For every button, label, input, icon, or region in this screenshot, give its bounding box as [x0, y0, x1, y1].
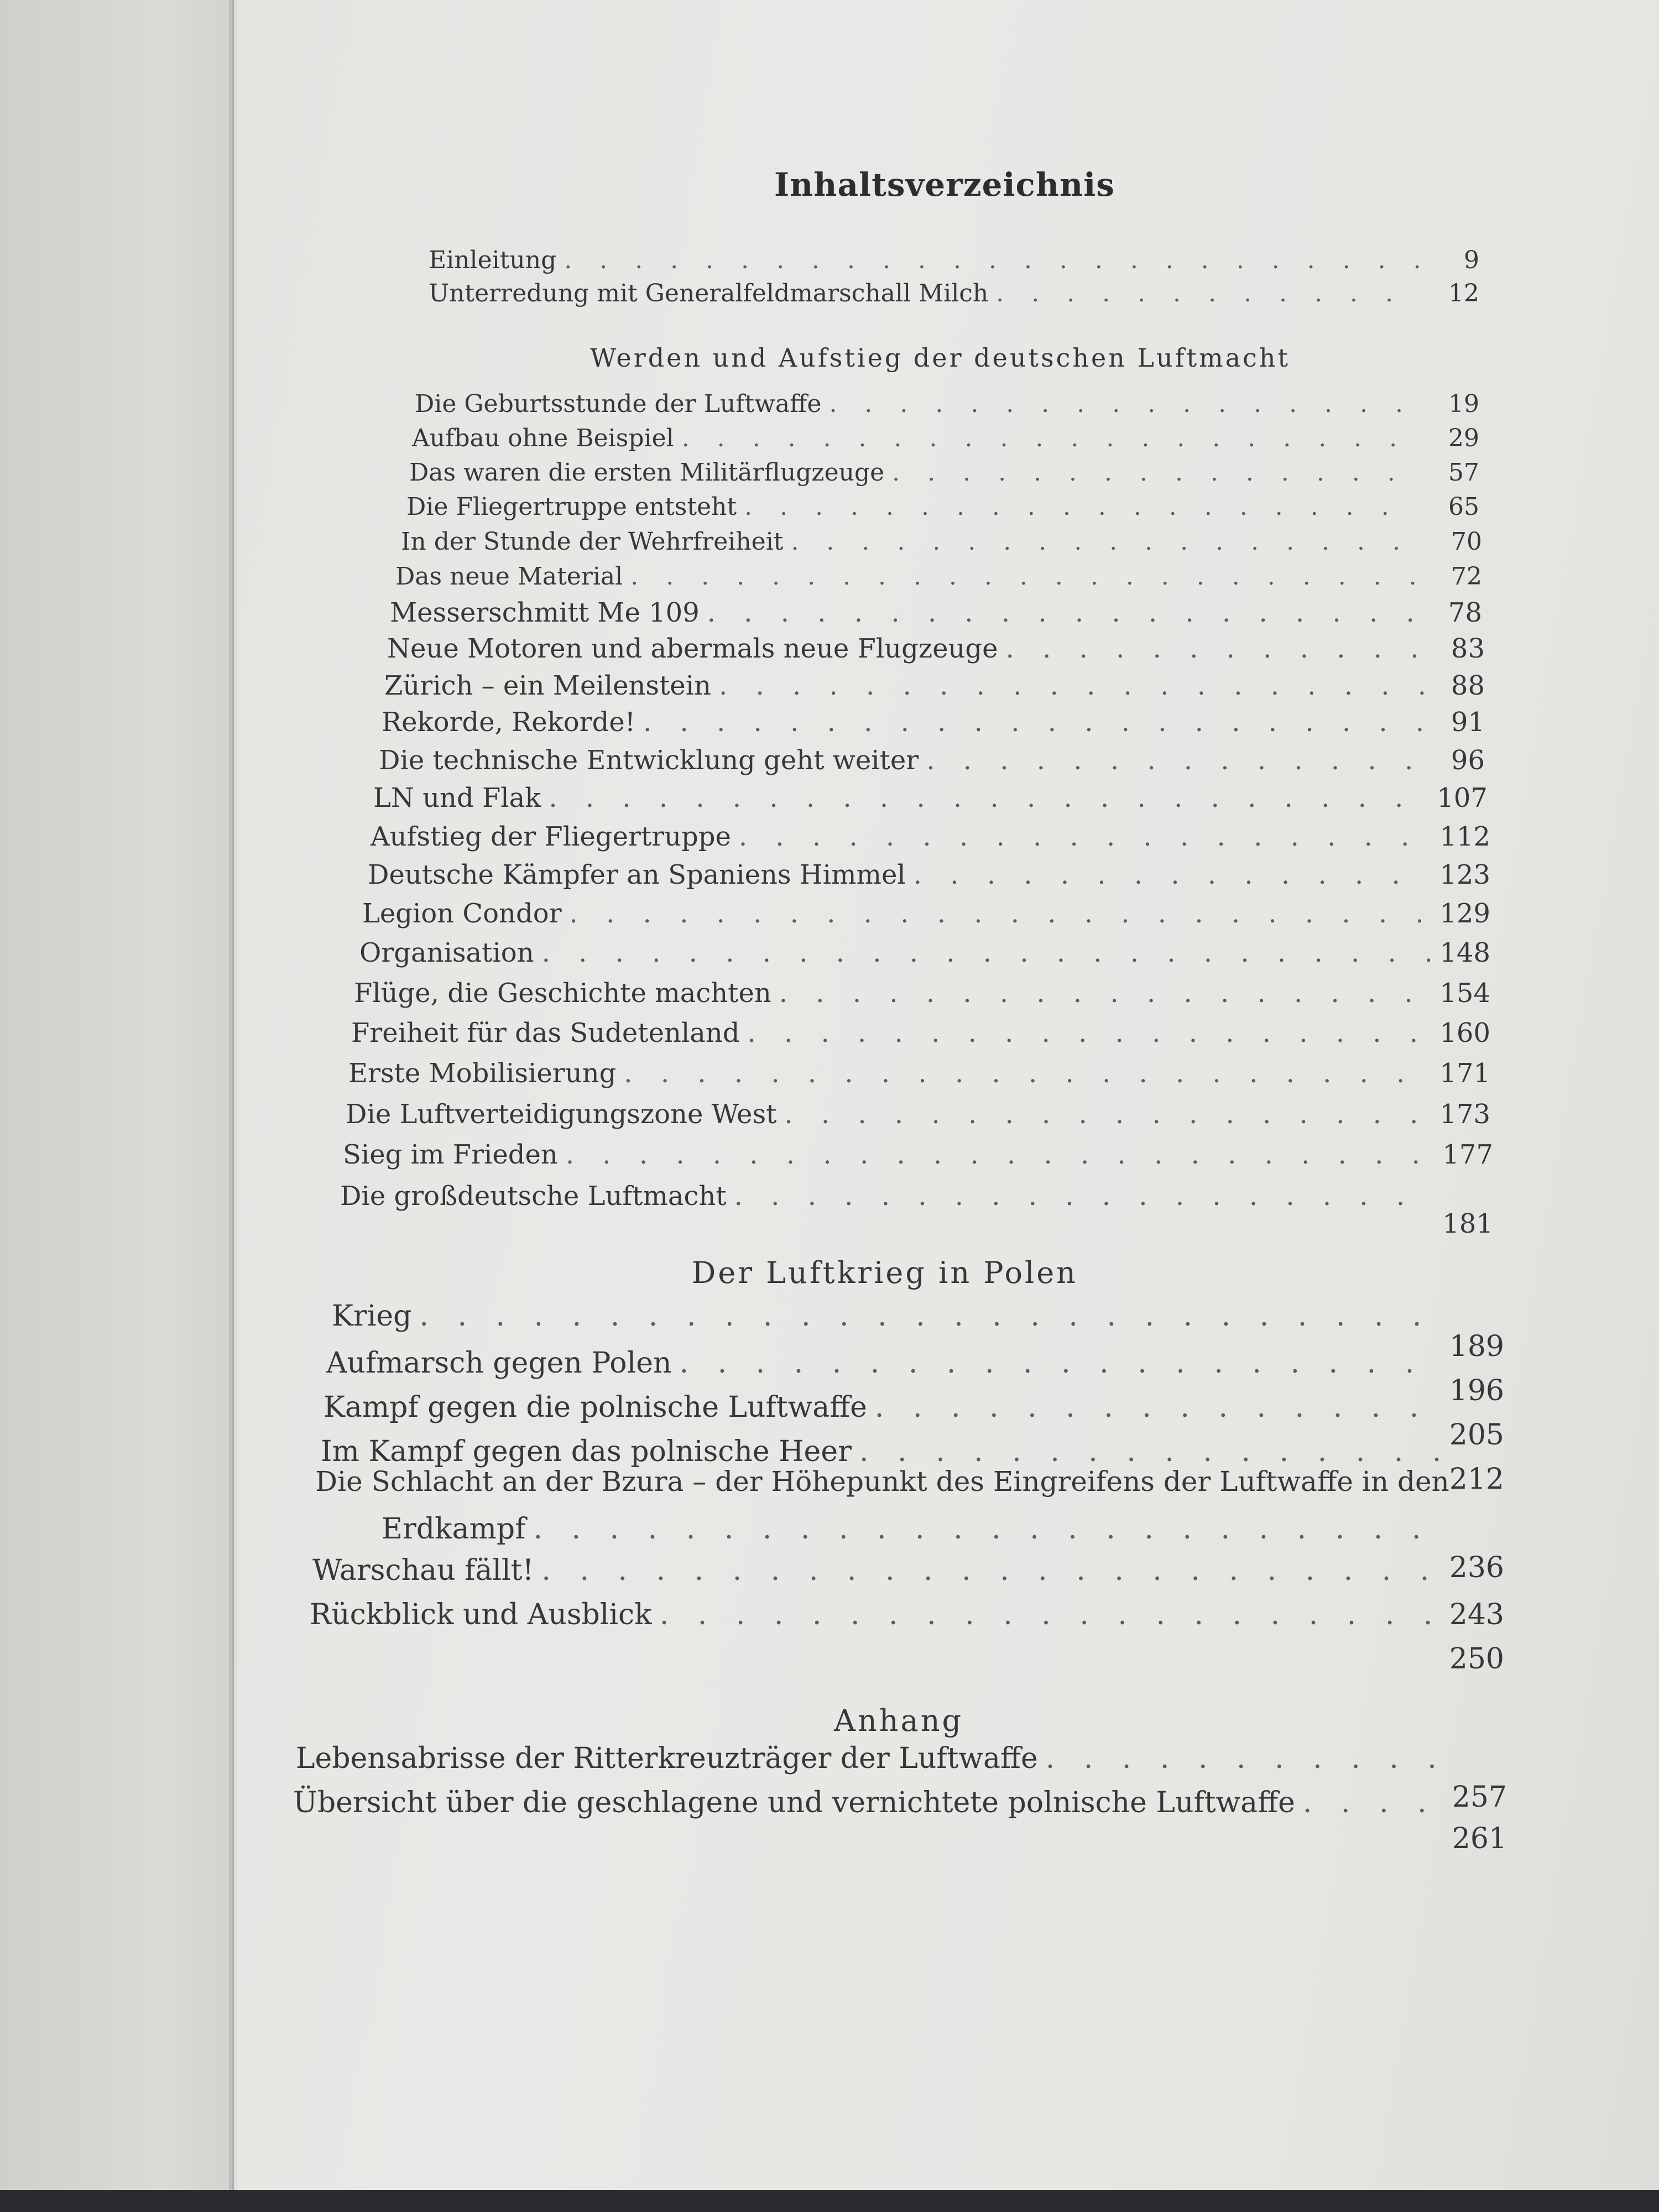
toc-entry-title: Rekorde, Rekorde!: [382, 707, 636, 738]
toc-entry-title: Das neue Material: [395, 562, 623, 591]
toc-entry-title: Einleitung: [429, 246, 557, 274]
toc-entry: [409, 458, 1479, 487]
toc-entry: [326, 1347, 1504, 1407]
toc-entry-title: Die großdeutsche Luftmacht: [340, 1181, 727, 1212]
toc-entry-page: 181: [1442, 1208, 1493, 1239]
toc-entry-page: 173: [1439, 1099, 1490, 1130]
toc-entry-page: 96: [1451, 745, 1485, 776]
toc-entry-title: Rückblick und Ausblick: [310, 1598, 652, 1631]
toc-entry: [293, 1786, 1507, 1855]
toc-entry: [359, 937, 1490, 968]
toc-entry: [412, 424, 1479, 452]
section-heading: Der Luftkrieg in Polen: [692, 1255, 1078, 1290]
toc-entry-page: 12: [1448, 279, 1479, 307]
toc-leader-dots: [926, 745, 1425, 776]
toc-entry: [351, 1018, 1490, 1048]
toc-entry-page: 129: [1439, 898, 1490, 929]
toc-leader-dots: [643, 707, 1425, 738]
toc-entry-page: 205: [1449, 1418, 1504, 1452]
toc-entry: [379, 745, 1485, 776]
toc-leader-dots: [533, 1512, 1441, 1546]
toc-entry-title: Die Fliegertruppe entsteht: [406, 493, 737, 521]
toc-leader-dots: [680, 1347, 1442, 1380]
table-surface: [0, 2190, 1659, 2212]
toc-entry-page: 171: [1439, 1058, 1490, 1089]
toc-entry-page: 261: [1452, 1822, 1507, 1855]
toc-entry-title: LN und Flak: [373, 782, 541, 813]
toc-entry-page: 29: [1448, 424, 1479, 452]
toc-leader-dots: [682, 424, 1419, 452]
toc-entry-page: 123: [1439, 859, 1490, 890]
toc-leader-dots: [784, 1099, 1430, 1130]
toc-entry-title: Die Geburtsstunde der Luftwaffe: [415, 390, 822, 418]
toc-entry: [401, 528, 1482, 556]
toc-leader-dots: [707, 597, 1422, 628]
toc-entry-title: Kampf gegen die polnische Luftwaffe: [324, 1391, 867, 1424]
toc-leader-dots: [734, 1181, 1433, 1212]
toc-entry-page: 65: [1448, 493, 1479, 521]
toc-entry-page: 72: [1451, 562, 1482, 591]
toc-entry-title: Erste Mobilisierung: [348, 1058, 617, 1089]
toc-entry-page: 112: [1439, 821, 1490, 852]
toc-leader-dots: [1006, 633, 1425, 664]
toc-entry-page: 250: [1449, 1642, 1504, 1676]
toc-entry-title: Neue Motoren und abermals neue Flugzeuge: [387, 633, 998, 664]
toc-entry-title: Im Kampf gegen das polnische Heer: [321, 1435, 852, 1468]
toc-leader-dots: [564, 246, 1419, 274]
toc-entry-page: 83: [1451, 633, 1485, 664]
toc-leader-dots: [914, 859, 1430, 890]
toc-entry-page: 91: [1451, 707, 1485, 738]
toc-leader-dots: [779, 978, 1430, 1009]
toc-leader-dots: [549, 782, 1427, 813]
toc-entry: [310, 1598, 1504, 1676]
toc-entry-title: Freiheit für das Sudetenland: [351, 1018, 740, 1048]
toc-entry-title: Sieg im Frieden: [343, 1139, 558, 1170]
toc-entry: [332, 1300, 1504, 1363]
toc-entry-page: 196: [1449, 1374, 1504, 1407]
toc-entry-page: 236: [1449, 1551, 1504, 1584]
toc-leader-dots: [660, 1598, 1442, 1631]
toc-entry-page: 177: [1442, 1139, 1493, 1170]
toc-leader-dots: [719, 670, 1425, 701]
toc-leader-dots: [566, 1139, 1433, 1170]
toc-entry-title: Die technische Entwicklung geht weiter: [379, 745, 919, 776]
toc-entry-title: Übersicht über die geschlagene und vernichtete polnische Luftwaffe: [293, 1786, 1295, 1819]
toc-leader-dots: [419, 1300, 1441, 1333]
toc-entry: [382, 707, 1485, 738]
toc-entry: [348, 1058, 1490, 1089]
toc-leader-dots: [739, 821, 1430, 852]
toc-entry-page: 154: [1439, 978, 1490, 1009]
toc-entry-page: 257: [1452, 1781, 1507, 1814]
toc-leader-dots: [996, 279, 1419, 307]
page-title: Inhaltsverzeichnis: [774, 166, 1115, 204]
toc-leader-dots: [630, 562, 1422, 591]
toc-entry: [395, 562, 1482, 591]
toc-entry-title: Aufbau ohne Beispiel: [412, 424, 674, 452]
toc-entry-title: Lebensabrisse der Ritterkreuzträger der Luftwaffe: [296, 1742, 1038, 1775]
toc-entry-title: Organisation: [359, 937, 534, 968]
toc-leader-dots: [624, 1058, 1430, 1089]
toc-entry-page: 88: [1451, 670, 1485, 701]
toc-entry-title: Aufstieg der Fliegertruppe: [371, 821, 731, 852]
toc-entry: [390, 597, 1482, 628]
toc-leader-dots: [1303, 1786, 1444, 1819]
toc-leader-dots: [859, 1435, 1442, 1468]
toc-leader-dots: [748, 1018, 1431, 1048]
toc-leader-dots: [570, 898, 1430, 929]
previous-page-edge: [0, 0, 234, 2212]
toc-leader-dots: [541, 1554, 1441, 1587]
toc-entry-title: Unterredung mit Generalfeldmarschall Milch: [429, 279, 989, 307]
toc-entry-page: 243: [1449, 1598, 1504, 1631]
toc-entry: [373, 782, 1488, 813]
toc-entry: [387, 633, 1485, 664]
toc-leader-dots: [791, 528, 1422, 556]
toc-entry-page: 189: [1449, 1330, 1504, 1363]
toc-entry-title: Die Luftverteidigungszone West: [346, 1099, 777, 1130]
toc-entry-title: Erdkampf: [382, 1512, 526, 1546]
toc-leader-dots: [542, 937, 1430, 968]
toc-entry-page: 19: [1448, 390, 1479, 418]
toc-entry: [371, 821, 1490, 852]
toc-entry-title: Krieg: [332, 1300, 412, 1333]
toc-entry-title: Warschau fällt!: [312, 1554, 534, 1587]
toc-entry: [429, 246, 1479, 274]
toc-entry-title: Flüge, die Geschichte machten: [354, 978, 771, 1009]
toc-leader-dots: [829, 390, 1419, 418]
toc-entry-page: 9: [1464, 246, 1479, 274]
toc-leader-dots: [892, 458, 1419, 487]
toc-entry: [429, 279, 1479, 307]
toc-entry: [362, 898, 1490, 929]
toc-entry-title: Das waren die ersten Militärflugzeuge: [409, 458, 885, 487]
toc-entry-page: 78: [1448, 597, 1482, 628]
toc-entry: [346, 1099, 1490, 1130]
toc-entry: [354, 978, 1490, 1009]
toc-entry-title: In der Stunde der Wehrfreiheit: [401, 528, 784, 556]
page-gutter-shadow: [229, 0, 239, 2212]
toc-entry: [340, 1181, 1493, 1239]
toc-entry-page: 107: [1437, 782, 1488, 813]
toc-entry-title: Legion Condor: [362, 898, 562, 929]
toc-entry: [406, 493, 1479, 521]
toc-leader-dots: [875, 1391, 1442, 1424]
toc-leader-dots: [1046, 1742, 1444, 1775]
toc-entry-page: 57: [1448, 458, 1479, 487]
toc-entry-page: 160: [1439, 1018, 1490, 1048]
toc-leader-dots: [744, 493, 1419, 521]
toc-entry: [343, 1139, 1493, 1170]
toc-entry-title: Deutsche Kämpfer an Spaniens Himmel: [368, 859, 906, 890]
toc-entry-page: 148: [1439, 937, 1490, 968]
toc-entry-title: Die Schlacht an der Bzura – der Höhepunkt des Eingreifens der Luftwaffe in den: [315, 1465, 1449, 1498]
toc-entry-page: 70: [1451, 528, 1482, 556]
toc-entry-title: Zürich – ein Meilenstein: [384, 670, 711, 701]
toc-entry: [384, 670, 1485, 701]
toc-entry-title: Aufmarsch gegen Polen: [326, 1347, 672, 1380]
toc-entry-title: Messerschmitt Me 109: [390, 597, 700, 628]
section-heading: Werden und Aufstieg der deutschen Luftmacht: [589, 343, 1291, 373]
toc-entry: [368, 859, 1490, 890]
toc-entry-page: 212: [1449, 1463, 1504, 1496]
section-heading: Anhang: [833, 1703, 964, 1738]
toc-entry: [415, 390, 1479, 418]
